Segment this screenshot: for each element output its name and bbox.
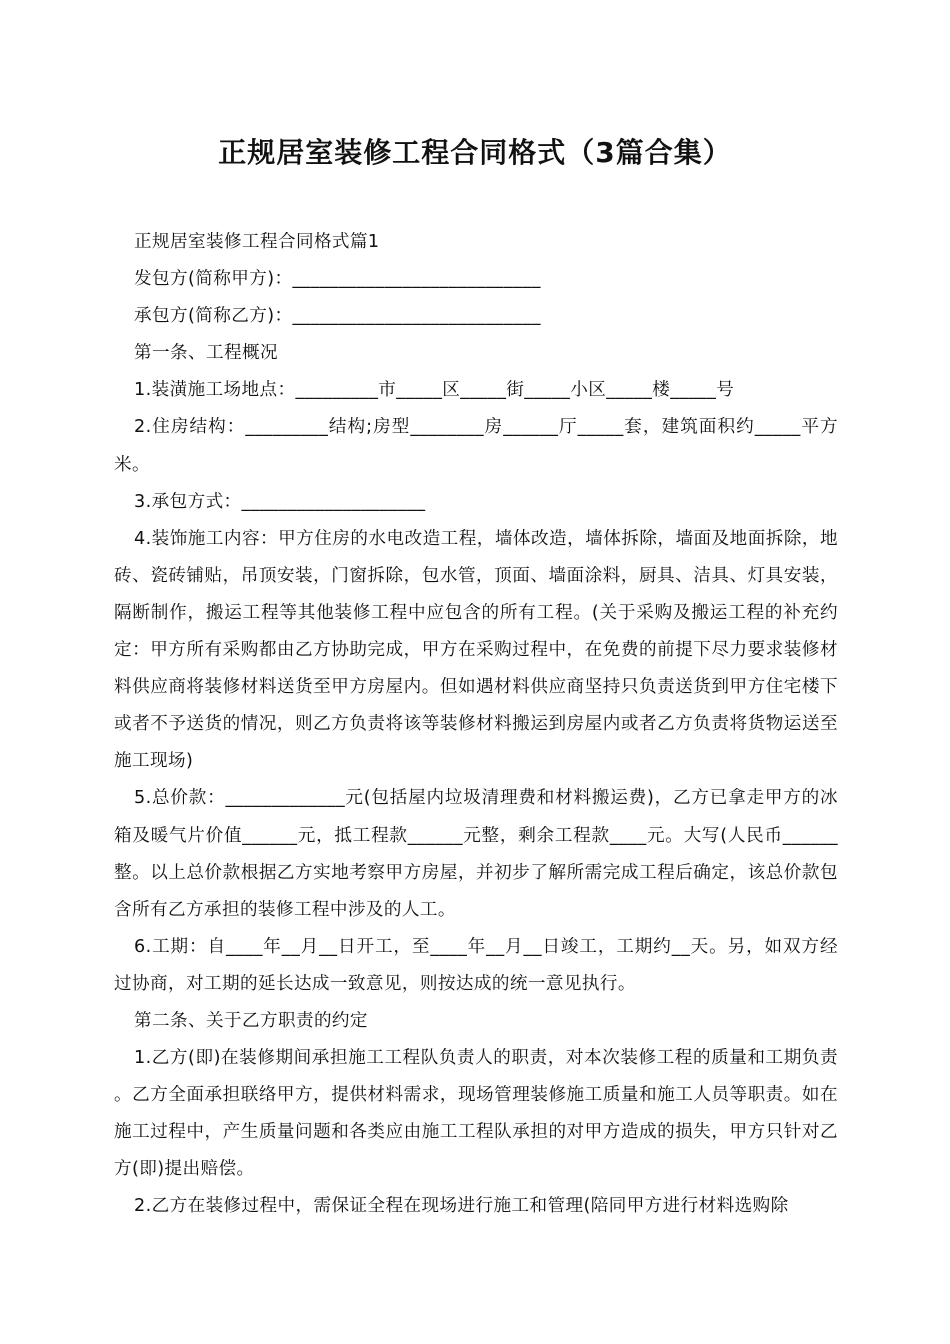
clause-paragraph: 3.承包方式：____________________: [134, 491, 426, 512]
article-heading: 第二条、关于乙方职责的约定: [134, 1010, 368, 1031]
section-heading: 正规居室装修工程合同格式篇1: [134, 232, 380, 252]
clause-paragraph: 6.工期：自____年__月__日开工，至____年__月__日竣工，工期约__天。另，如双方经过协商，对工期的延长达成一致意见，则按达成的统一意见执行。: [114, 936, 838, 994]
article-heading: 第一条、工程概况: [134, 343, 278, 364]
party-a-line: 发包方(简称甲方)：___________________________: [134, 269, 541, 290]
document-body: [114, 224, 838, 1226]
clause-paragraph: 2.住房结构：_________结构;房型________房______厅_____套，建筑面积约_____平方米。: [114, 417, 838, 475]
clause-paragraph: 1.装潢施工场地点：_________市_____区_____街_____小区_____楼_____号: [134, 380, 735, 401]
document-title: 正规居室装修工程合同格式（3篇合集）: [218, 136, 732, 169]
party-b-line: 承包方(简称乙方)：___________________________: [134, 306, 541, 327]
clause-paragraph: 4.装饰施工内容：甲方住房的水电改造工程，墙体改造，墙体拆除，墙面及地面拆除，地砖、瓷砖铺贴，吊顶安装，门窗拆除，包水管，顶面、墙面涂料，厨具、洁具、灯具安装，隔断制作，搬运工程等其他装修工程中应包含的所有工程。(关于采购及搬运工程的补充约定：甲方所有采购都由乙方协助完成，甲方在采购过程中，在免费的前提下尽力要求装修材料供应商将装修材料送货至甲方房屋内。但如遇材料供应商坚持只负责送货到甲方住宅楼下或者不予送货的情况，则乙方负责将该等装修材料搬运到房屋内或者乙方负责将货物运送至施工现场): [114, 528, 838, 772]
clause-paragraph: 5.总价款：_____________元(包括屋内垃圾清理费和材料搬运费)，乙方已拿走甲方的冰箱及暖气片价值______元，抵工程款______元整，剩余工程款____元。大写(人民币______整。以上总价款根据乙方实地考察甲方房屋，并初步了解所需完成工程后确定，该总价款包含所有乙方承担的装修工程中涉及的人工。: [114, 788, 838, 920]
clause-paragraph: 1.乙方(即)在装修期间承担施工工程队负责人的职责，对本次装修工程的质量和工期负责。乙方全面承担联络甲方，提供材料需求，现场管理装修施工质量和施工人员等职责。如在施工过程中，产生质量问题和各类应由施工工程队承担的对甲方造成的损失，甲方只针对乙方(即)提出赔偿。: [114, 1048, 838, 1180]
clause-paragraph: 2.乙方在装修过程中，需保证全程在现场进行施工和管理(陪同甲方进行材料选购除: [134, 1196, 789, 1217]
